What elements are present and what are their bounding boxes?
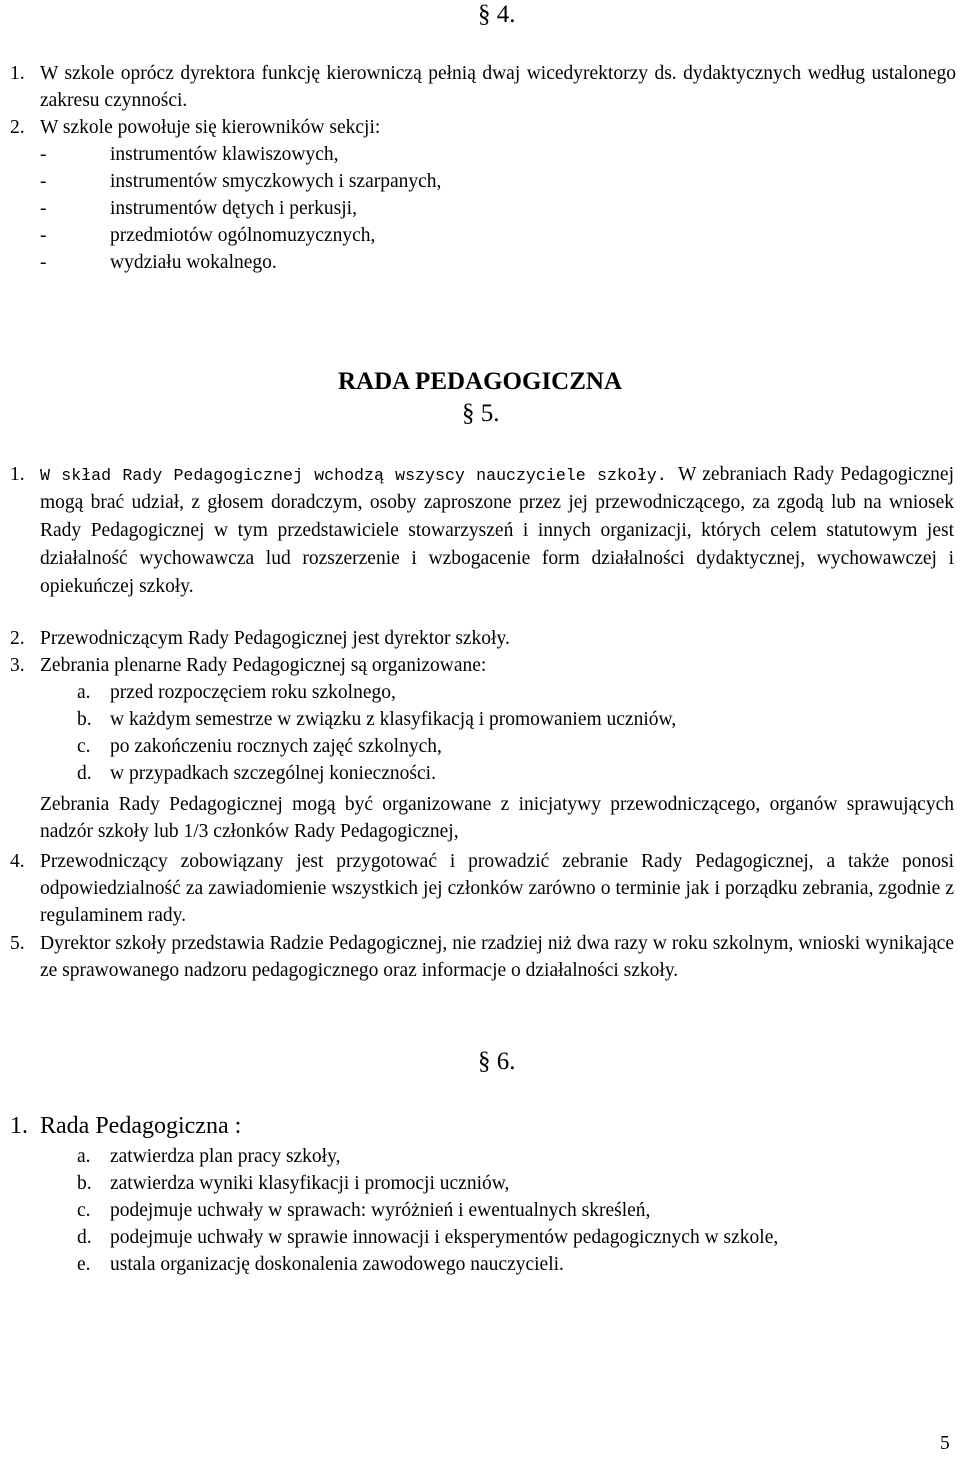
section-5-mark: § 5. (462, 400, 500, 427)
s4-item-1-number: 1. (10, 63, 25, 84)
section-4-mark: § 4. (478, 1, 516, 28)
s6-item-1-number: 1. (10, 1113, 28, 1139)
s5-item-1-rest: W zebraniach Rady Pedagogicznej mogą brać udział, z głosem doradczym, osoby zaproszone przez jej przewodniczącego, za zgodą lub na wniosek Rady Pedagogicznej w tym przedstawiciele stowarzyszeń i innych organizacji, których celem statutowym jest działalność wychowawcza lud rozszerzenie i wzbogacenie form działalności dydaktycznej, wychowawczej i opiekuńczej szkoły. (40, 464, 954, 597)
s4-dash-1: - (40, 144, 47, 165)
s6-item-1-text: Rada Pedagogiczna : (40, 1113, 242, 1139)
s4-section-2: instrumentów smyczkowych i szarpanych, (110, 171, 442, 192)
s5-item-4-number: 4. (10, 851, 25, 872)
s5-item-2-text: Przewodniczącym Rady Pedagogicznej jest dyrektor szkoły. (40, 628, 510, 649)
s4-section-3: instrumentów dętych i perkusji, (110, 198, 357, 219)
s6-sub-a-letter: a. (77, 1146, 91, 1167)
s4-dash-5: - (40, 252, 47, 273)
s6-sub-c-letter: c. (77, 1200, 91, 1221)
s4-dash-4: - (40, 225, 47, 246)
s5-item-4-text: Przewodniczący zobowiązany jest przygotować i prowadzić zebranie Rady Pedagogicznej, a także ponosi odpowiedzialność za zawiadomienie wszystkich jej członków zarówno o terminie jak i porządku zebrania, zgodnie z regulaminem rady. (40, 851, 954, 926)
rada-pedagogiczna-heading: RADA PEDAGOGICZNA (337, 368, 623, 395)
s5-item-1-mono: W skład Rady Pedagogicznej wchodzą wszyscy nauczyciele szkoły. (40, 466, 667, 485)
s4-section-1: instrumentów klawiszowych, (110, 144, 339, 165)
s5-sub-a-text: przed rozpoczęciem roku szkolnego, (110, 682, 396, 703)
s6-sub-d-letter: d. (77, 1227, 92, 1248)
s5-item-3-note: Zebrania Rady Pedagogicznej mogą być organizowane z inicjatywy przewodniczącego, organów sprawujących nadzór szkoły lub 1/3 członków Rady Pedagogicznej, (40, 794, 954, 842)
s6-sub-b-letter: b. (77, 1173, 92, 1194)
s6-sub-d-text: podejmuje uchwały w sprawie innowacji i eksperymentów pedagogicznych w szkole, (110, 1227, 779, 1248)
s4-section-4: przedmiotów ogólnomuzycznych, (110, 225, 376, 246)
s6-sub-e-text: ustala organizację doskonalenia zawodowego nauczycieli. (110, 1254, 564, 1275)
s5-sub-c-text: po zakończeniu rocznych zajęć szkolnych, (110, 736, 442, 757)
s6-sub-a-text: zatwierdza plan pracy szkoły, (110, 1146, 341, 1167)
s6-sub-e-letter: e. (77, 1254, 91, 1275)
s5-sub-d-text: w przypadkach szczególnej konieczności. (110, 763, 436, 784)
s4-item-2-text: W szkole powołuje się kierowników sekcji: (40, 117, 381, 138)
s5-item-3-text: Zebrania plenarne Rady Pedagogicznej są organizowane: (40, 655, 487, 676)
s5-item-3-number: 3. (10, 655, 25, 676)
s4-section-5: wydziału wokalnego. (110, 252, 277, 273)
s5-sub-c-letter: c. (77, 736, 91, 757)
s5-sub-a-letter: a. (77, 682, 91, 703)
s4-dash-2: - (40, 171, 47, 192)
section-6-mark: § 6. (478, 1048, 516, 1075)
page-number: 5 (940, 1433, 950, 1454)
s5-item-2-number: 2. (10, 628, 25, 649)
s5-item-1-number: 1. (10, 464, 25, 485)
s6-sub-b-text: zatwierdza wyniki klasyfikacji i promocji uczniów, (110, 1173, 510, 1194)
s5-sub-b-letter: b. (77, 709, 92, 730)
s4-dash-3: - (40, 198, 47, 219)
s5-sub-d-letter: d. (77, 763, 92, 784)
s6-sub-c-text: podejmuje uchwały w sprawach: wyróżnień i ewentualnych skreśleń, (110, 1200, 651, 1221)
s5-sub-b-text: w każdym semestrze w związku z klasyfikacją i promowaniem uczniów, (110, 709, 677, 730)
s4-item-1-text: W szkole oprócz dyrektora funkcję kierowniczą pełnią dwaj wicedyrektorzy ds. dydaktycznych według ustalonego zakresu czynności. (40, 63, 956, 111)
s4-item-2-number: 2. (10, 117, 25, 138)
s5-item-5-number: 5. (10, 933, 25, 954)
s5-item-1-text (40, 461, 954, 601)
s5-item-5-text: Dyrektor szkoły przedstawia Radzie Pedagogicznej, nie rzadziej niż dwa razy w roku szkolnym, wnioski wynikające ze sprawowanego nadzoru pedagogicznego oraz informacje o działalności szkoły. (40, 933, 954, 981)
